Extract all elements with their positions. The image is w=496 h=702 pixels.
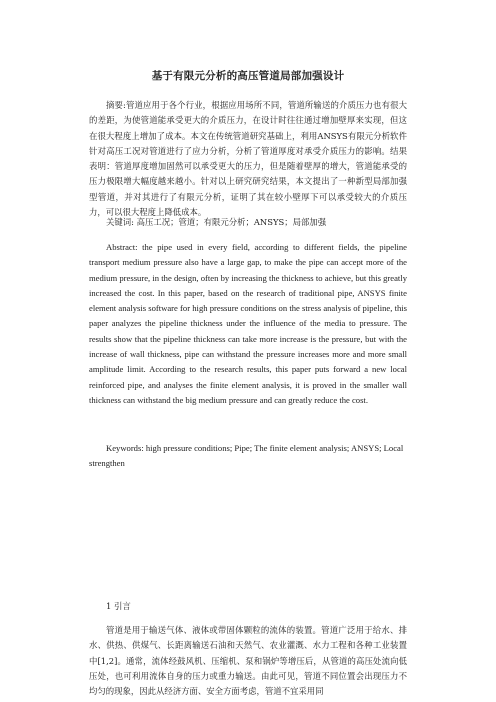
english-abstract: Abstract: the pipe used in every field, according to different fields, the pipeline transport medium pressure also have a large gap, to make the pipe can accept more of the medium pressure, in the design, often by increasing the thickness to achieve, but this greatly increased the cost. In this paper, based on the research of traditional pipe, ANSYS finite element analysis software for high pressure conditions on the stress analysis of pipeline, this paper analyzes the pipeline thickness under the influence of the media to pressure. The results show that the pipeline thickness can take more increase is the pressure, but with the increase of wall thickness, pipe can withstand the pressure increases more and more small amplitude limit. According to the research results, this paper puts forward a new local reinforced pipe, and analyses the finite element analysis, it is proved in the smaller wall thickness can withstand the big medium pressure and can greatly reduce the cost.	[89, 242, 407, 405]
chinese-abstract: 摘要:管道应用于各个行业，根据应用场所不同，管道所输送的介质压力也有很大的差距，为使管道能承受更大的介质压力，在设计时往往通过增加壁厚来实现，但这在很大程度上增加了成本。本文在传统管道研究基础上，利用ANSYS有限元分析软件针对高压工况对管道进行了应力分析，分析了管道厚度对承受介质压力的影响。结果表明：管道厚度增加固然可以承受更大的压力，但是随着壁厚的增大，管道能承受的压力极限增大幅度越来越小。针对以上研究研究结果，本文提出了一种新型局部加强型管道，并对其进行了有限元分析，证明了其在较小壁厚下可以承受较大的介质压力，可以很大程度上降低成本。	[89, 100, 407, 218]
english-keywords: Keywords: high pressure conditions; Pipe; The finite element analysis; ANSYS; Local strengthen	[89, 443, 404, 469]
chinese-keywords: 关键词: 高压工况；管道；有限元分析；ANSYS；局部加强	[106, 217, 327, 227]
introduction-paragraph: 管道是用于输送气体、液体或带固体颗粒的流体的装置。管道广泛用于给水、排水、供热、供煤气、长距离输送石油和天然气、农业灌溉、水力工程和各种工业装置中[1,2]。通常，流体经鼓风机、压缩机、泵和锅炉等增压后，从管道的高压处流向低压处，也可利用流体自身的压力或重力输送。由此可见，管道不同位置会出现压力不均匀的现象，因此从经济方面、安全方面考虑，管道不宜采用同	[89, 625, 407, 697]
paper-title: 基于有限元分析的高压管道局部加强设计	[151, 70, 345, 82]
section-heading-introduction: 1 引言	[106, 601, 131, 611]
